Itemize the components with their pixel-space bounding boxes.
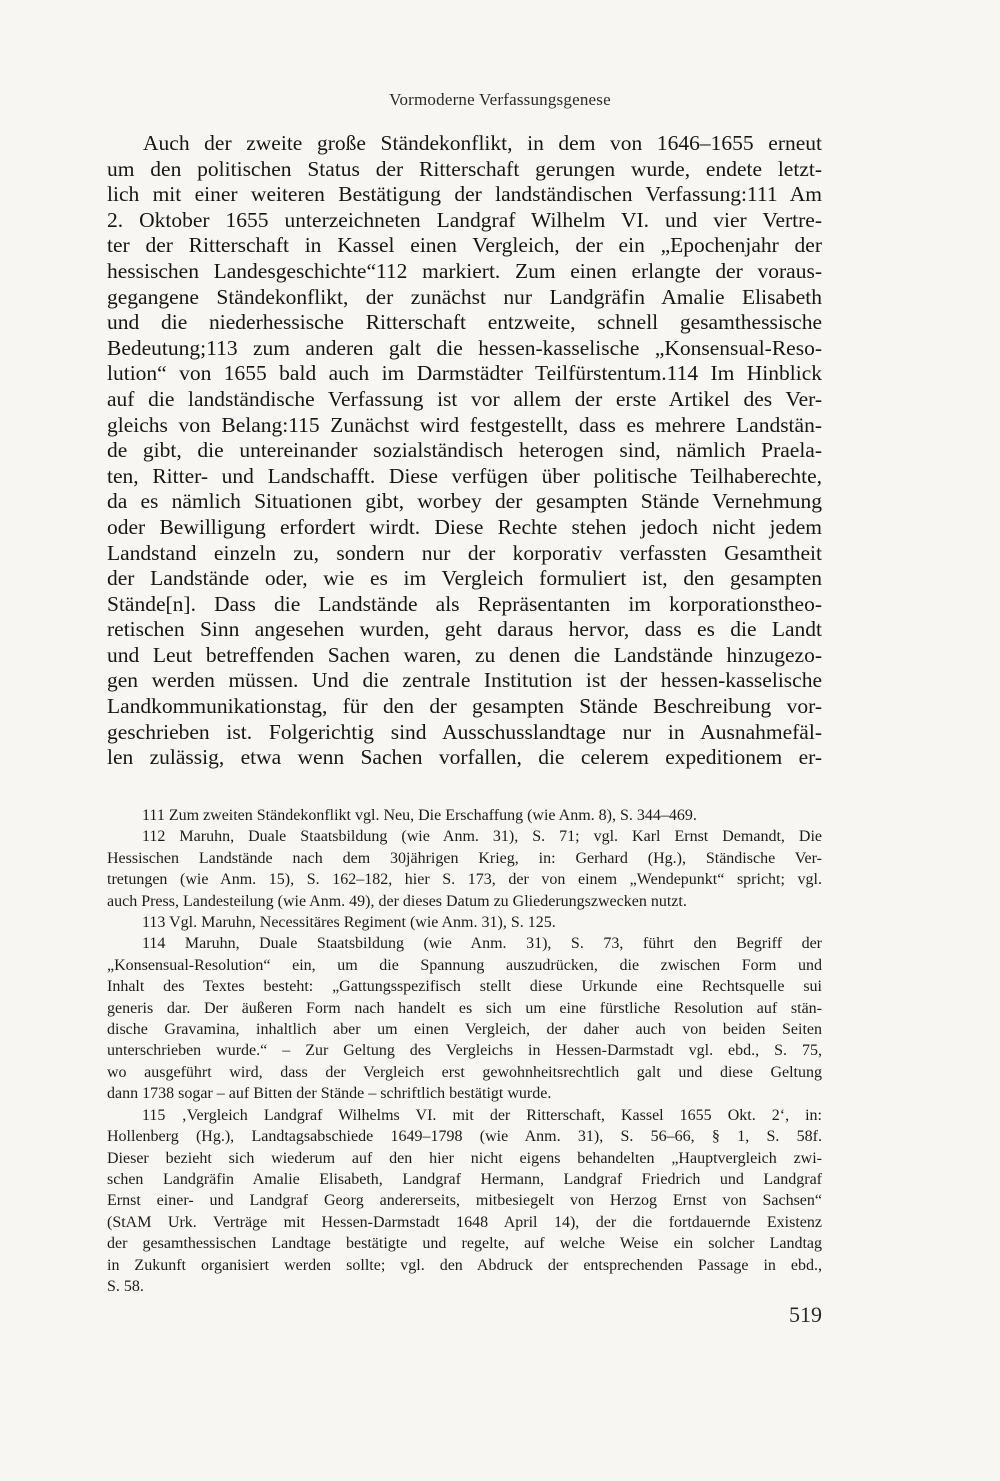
- body-line: Landkommunikationstag, für den der gesampten Stände Beschreibung vor-: [107, 694, 822, 719]
- footnote-line: Ernst einer- und Landgraf Georg andererseits, mitbesiegelt von Herzog Ernst von Sachsen“: [107, 1192, 822, 1210]
- body-line: gegangene Ständekonflikt, der zunächst nur Landgräfin Amalie Elisabeth: [107, 284, 822, 309]
- body-line: hessischen Landesgeschichte“112 markiert. Zum einen erlangte der voraus-: [107, 258, 822, 283]
- footnote-line: wo ausgeführt wird, dass der Vergleich erst gewohnheitsrechtlich galt und diese Geltung: [107, 1063, 822, 1081]
- footnote-line: S. 58.: [107, 1277, 144, 1295]
- page-number: 519: [789, 1302, 822, 1327]
- footnote-line: dann 1738 sogar – auf Bitten der Stände – schriftlich bestätigt wurde.: [107, 1085, 552, 1103]
- footnote-line: dische Gravamina, inhaltlich aber um einen Vergleich, der daher auch von beiden Seiten: [107, 1021, 822, 1039]
- body-line: 2. Oktober 1655 unterzeichneten Landgraf Wilhelm VI. und vier Vertre-: [107, 207, 822, 232]
- body-line: lution“ von 1655 bald auch im Darmstädter Teilfürstentum.114 Im Hinblick: [107, 361, 822, 386]
- body-line: oder Bewilligung erfordert wirdt. Diese Rechte stehen jedoch nicht jedem: [107, 514, 822, 539]
- body-line: len zulässig, etwa wenn Sachen vorfallen, die celerem expeditionem er-: [107, 745, 822, 770]
- body-line: lich mit einer weiteren Bestätigung der landständischen Verfassung:111 Am: [107, 182, 822, 207]
- body-line: und die niederhessische Ritterschaft entzweite, schnell gesamthessische: [107, 310, 822, 335]
- body-line: Auch der zweite große Ständekonflikt, in dem von 1646–1655 erneut: [143, 131, 822, 155]
- footnote-112: [107, 826, 822, 912]
- footnote-line: 111 Zum zweiten Ständekonflikt vgl. Neu, Die Erschaffung (wie Anm. 8), S. 344–469.: [142, 807, 697, 824]
- footnote-line: 115 ‚Vergleich Landgraf Wilhelms VI. mit der Ritterschaft, Kassel 1655 Okt. 2‘, in:: [142, 1106, 822, 1124]
- body-line: da es nämlich Situationen gibt, worbey der gesampten Stände Vernehmung: [107, 489, 822, 514]
- footnote-line: 114 Maruhn, Duale Staatsbildung (wie Anm. 31), S. 73, führt den Begriff der: [142, 935, 822, 953]
- body-line: de gibt, die untereinander sozialständisch heterogen sind, nämlich Praela-: [107, 438, 822, 463]
- footnote-113: [107, 912, 822, 933]
- body-line: auf die landständische Verfassung ist vor allem der erste Artikel des Ver-: [107, 386, 822, 411]
- body-line: ten, Ritter- und Landschafft. Diese verfügen über politische Teilhaberechte,: [107, 463, 822, 488]
- body-line: ter der Ritterschaft in Kassel einen Vergleich, der ein „Epochenjahr der: [107, 233, 822, 258]
- body-line: der Landstände oder, wie es im Vergleich formuliert ist, den gesampten: [107, 566, 822, 591]
- footnotes: [107, 805, 822, 1297]
- footnote-line: 113 Vgl. Maruhn, Necessitäres Regiment (wie Anm. 31), S. 125.: [142, 914, 556, 932]
- footnote-line: der gesamthessischen Landtage bestätigte und regelte, auf welche Weise ein solcher Landtag: [107, 1235, 822, 1253]
- body-line: gen werden müssen. Und die zentrale Institution ist der hessen-kasselische: [107, 668, 822, 693]
- footnote-line: unterschrieben wurde.“ – Zur Geltung des Vergleichs in Hessen-Darmstadt vgl. ebd., S. 75,: [107, 1042, 822, 1060]
- body-line: retischen Sinn angesehen wurden, geht daraus hervor, dass es die Landt: [107, 617, 822, 642]
- footnote-line: Inhalt des Textes besteht: „Gattungsspezifisch stellt diese Urkunde eine Rechtsquelle sui: [107, 978, 822, 996]
- body-line: und Leut betreffenden Sachen waren, zu denen die Landstände hinzugezo-: [107, 642, 822, 667]
- running-head: Vormoderne Verfassungsgenese: [389, 90, 611, 109]
- body-line: um den politischen Status der Ritterschaft gerungen wurde, endete letzt-: [107, 156, 822, 181]
- body-line: geschrieben ist. Folgerichtig sind Ausschusslandtage nur in Ausnahmefäl-: [107, 719, 822, 744]
- footnote-line: Hollenberg (Hg.), Landtagsabschiede 1649–1798 (wie Anm. 31), S. 56–66, § 1, S. 58f.: [107, 1128, 822, 1146]
- footnote-line: Dieser bezieht sich wiederum auf den hier nicht eigens behandelten „Hauptvergleich zwi-: [107, 1149, 822, 1167]
- footnote-line: (StAM Urk. Verträge mit Hessen-Darmstadt 1648 April 14), der die fortdauernde Existenz: [107, 1213, 822, 1231]
- body-line: Stände[n]. Dass die Landstände als Repräsentanten im korporationstheo-: [107, 591, 822, 616]
- body-line: Landstand einzeln zu, sondern nur der korporativ verfassten Gesamtheit: [107, 540, 822, 565]
- footnote-line: auch Press, Landesteilung (wie Anm. 49), der dieses Datum zu Gliederungszwecken nutzt.: [107, 892, 687, 910]
- footnote-line: „Konsensual-Resolution“ ein, um die Spannung auszudrücken, die zwischen Form und: [107, 956, 822, 974]
- footnote-line: tretungen (wie Anm. 15), S. 162–182, hier S. 173, der von einem „Wendepunkt“ spricht; vgl.: [107, 871, 822, 889]
- body-line: Bedeutung;113 zum anderen galt die hessen-kasselische „Konsensual-Reso-: [107, 335, 822, 360]
- footnote-114: [107, 933, 822, 1104]
- footnote-line: Hessischen Landstände nach dem 30jährigen Krieg, in: Gerhard (Hg.), Ständische Ver-: [107, 849, 822, 867]
- body-text: [107, 131, 822, 771]
- footnote-line: generis dar. Der äußeren Form nach handelt es sich um eine fürstliche Resolution auf stän-: [107, 999, 822, 1017]
- footnote-115: [107, 1105, 822, 1298]
- footnote-111: [107, 805, 822, 826]
- footnote-line: schen Landgräfin Amalie Elisabeth, Landgraf Hermann, Landgraf Friedrich und Landgraf: [107, 1170, 822, 1188]
- body-line: gleichs von Belang:115 Zunächst wird festgestellt, dass es mehrere Landstän-: [107, 412, 822, 437]
- footnote-line: in Zukunft organisiert werden sollte; vgl. den Abdruck der entsprechenden Passage in ebd.,: [107, 1256, 822, 1274]
- footnote-line: 112 Maruhn, Duale Staatsbildung (wie Anm. 31), S. 71; vgl. Karl Ernst Demandt, Die: [142, 828, 822, 846]
